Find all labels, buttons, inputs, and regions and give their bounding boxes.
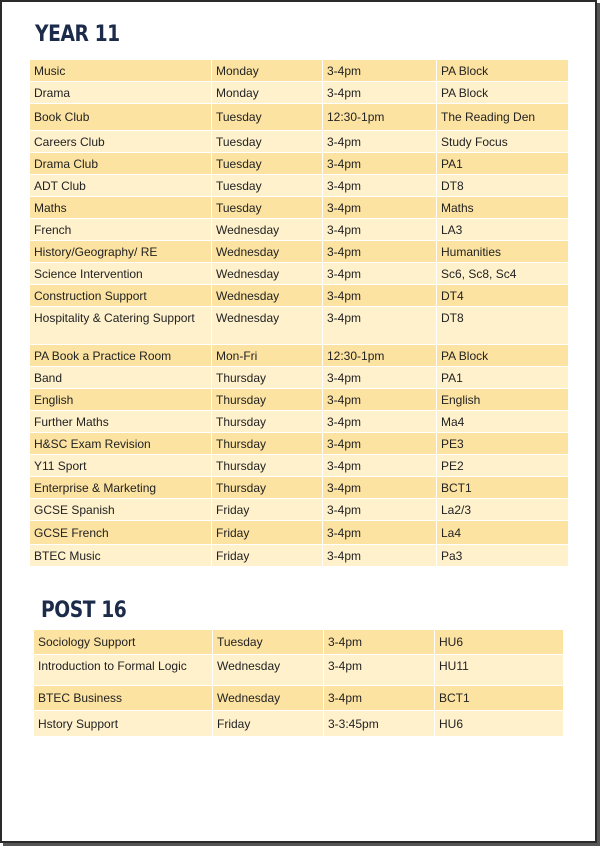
day-cell: Thursday [212,367,323,389]
activity-cell: Science Intervention [30,263,212,285]
time-cell: 3-4pm [323,175,437,197]
location-cell: LA3 [437,219,569,241]
activity-cell: Careers Club [30,131,212,153]
day-cell: Tuesday [212,175,323,197]
activity-cell: Music [30,60,212,82]
table-row [30,263,569,285]
time-cell: 3-4pm [323,389,437,411]
activity-cell: Sociology Support [34,630,213,655]
table-row [30,433,569,455]
time-cell: 3-4pm [323,499,437,521]
time-cell: 3-4pm [324,686,435,711]
time-cell: 3-4pm [324,655,435,686]
location-cell: Sc6, Sc8, Sc4 [437,263,569,285]
table-row [30,285,569,307]
table-row [34,655,564,686]
location-cell: DT8 [437,307,569,345]
table-row [30,499,569,521]
day-cell: Tuesday [212,104,323,131]
activity-cell: Introduction to Formal Logic [34,655,213,686]
year11-table [29,59,569,567]
day-cell: Friday [213,711,324,737]
location-cell: DT4 [437,285,569,307]
location-cell: PA Block [437,60,569,82]
table-row [30,82,569,104]
day-cell: Wednesday [212,263,323,285]
activity-cell: Book Club [30,104,212,131]
activity-cell: Hstory Support [34,711,213,737]
time-cell: 3-4pm [323,411,437,433]
location-cell: Maths [437,197,569,219]
day-cell: Tuesday [212,131,323,153]
day-cell: Wednesday [212,285,323,307]
time-cell: 3-4pm [323,219,437,241]
table-row [30,241,569,263]
activity-cell: BTEC Music [30,545,212,567]
table-row [30,175,569,197]
table-row [30,389,569,411]
location-cell: PE3 [437,433,569,455]
day-cell: Thursday [212,477,323,499]
time-cell: 3-4pm [323,82,437,104]
table-row [30,521,569,545]
day-cell: Tuesday [213,630,324,655]
table-row [34,686,564,711]
day-cell: Monday [212,60,323,82]
time-cell: 3-4pm [323,197,437,219]
location-cell: Pa3 [437,545,569,567]
table-row [30,104,569,131]
activity-cell: Drama Club [30,153,212,175]
location-cell: PA Block [437,345,569,367]
location-cell: La4 [437,521,569,545]
day-cell: Thursday [212,389,323,411]
location-cell: Humanities [437,241,569,263]
location-cell: Ma4 [437,411,569,433]
post16-heading: POST 16 [41,598,127,623]
activity-cell: Maths [30,197,212,219]
location-cell: English [437,389,569,411]
location-cell: Study Focus [437,131,569,153]
time-cell: 3-4pm [323,307,437,345]
table-row [30,367,569,389]
location-cell: PA1 [437,367,569,389]
activity-cell: BTEC Business [34,686,213,711]
table-row [30,131,569,153]
table-row [30,219,569,241]
location-cell: PA Block [437,82,569,104]
table-row [30,153,569,175]
time-cell: 3-4pm [323,433,437,455]
time-cell: 3-4pm [323,367,437,389]
location-cell: HU6 [435,630,564,655]
activity-cell: History/Geography/ RE [30,241,212,263]
time-cell: 3-4pm [323,521,437,545]
day-cell: Thursday [212,455,323,477]
activity-cell: Construction Support [30,285,212,307]
activity-cell: GCSE Spanish [30,499,212,521]
table-row [30,60,569,82]
time-cell: 3-4pm [323,153,437,175]
day-cell: Wednesday [212,241,323,263]
time-cell: 3-4pm [323,285,437,307]
day-cell: Tuesday [212,153,323,175]
day-cell: Thursday [212,433,323,455]
activity-cell: GCSE French [30,521,212,545]
activity-cell: Y11 Sport [30,455,212,477]
location-cell: La2/3 [437,499,569,521]
post16-table [33,629,564,737]
day-cell: Wednesday [212,219,323,241]
location-cell: The Reading Den [437,104,569,131]
day-cell: Monday [212,82,323,104]
day-cell: Wednesday [213,686,324,711]
table-row [30,307,569,345]
time-cell: 3-4pm [324,630,435,655]
time-cell: 3-4pm [323,545,437,567]
activity-cell: Further Maths [30,411,212,433]
time-cell: 3-4pm [323,60,437,82]
year11-heading: YEAR 11 [35,22,120,47]
time-cell: 3-3:45pm [324,711,435,737]
activity-cell: Band [30,367,212,389]
day-cell: Thursday [212,411,323,433]
location-cell: HU6 [435,711,564,737]
time-cell: 3-4pm [323,263,437,285]
activity-cell: ADT Club [30,175,212,197]
location-cell: PA1 [437,153,569,175]
activity-cell: Hospitality & Catering Support [30,307,212,345]
day-cell: Friday [212,499,323,521]
activity-cell: Drama [30,82,212,104]
table-row [30,477,569,499]
activity-cell: French [30,219,212,241]
time-cell: 3-4pm [323,131,437,153]
activity-cell: English [30,389,212,411]
day-cell: Friday [212,521,323,545]
table-row [30,455,569,477]
time-cell: 3-4pm [323,455,437,477]
day-cell: Wednesday [212,307,323,345]
time-cell: 12:30-1pm [323,345,437,367]
time-cell: 3-4pm [323,477,437,499]
day-cell: Friday [212,545,323,567]
day-cell: Mon-Fri [212,345,323,367]
location-cell: PE2 [437,455,569,477]
table-row [34,630,564,655]
day-cell: Tuesday [212,197,323,219]
table-row [34,711,564,737]
location-cell: BCT1 [437,477,569,499]
time-cell: 12:30-1pm [323,104,437,131]
table-row [30,411,569,433]
activity-cell: H&SC Exam Revision [30,433,212,455]
day-cell: Wednesday [213,655,324,686]
time-cell: 3-4pm [323,241,437,263]
location-cell: DT8 [437,175,569,197]
table-row [30,545,569,567]
location-cell: BCT1 [435,686,564,711]
activity-cell: PA Book a Practice Room [30,345,212,367]
activity-cell: Enterprise & Marketing [30,477,212,499]
location-cell: HU11 [435,655,564,686]
table-row [30,197,569,219]
table-row [30,345,569,367]
